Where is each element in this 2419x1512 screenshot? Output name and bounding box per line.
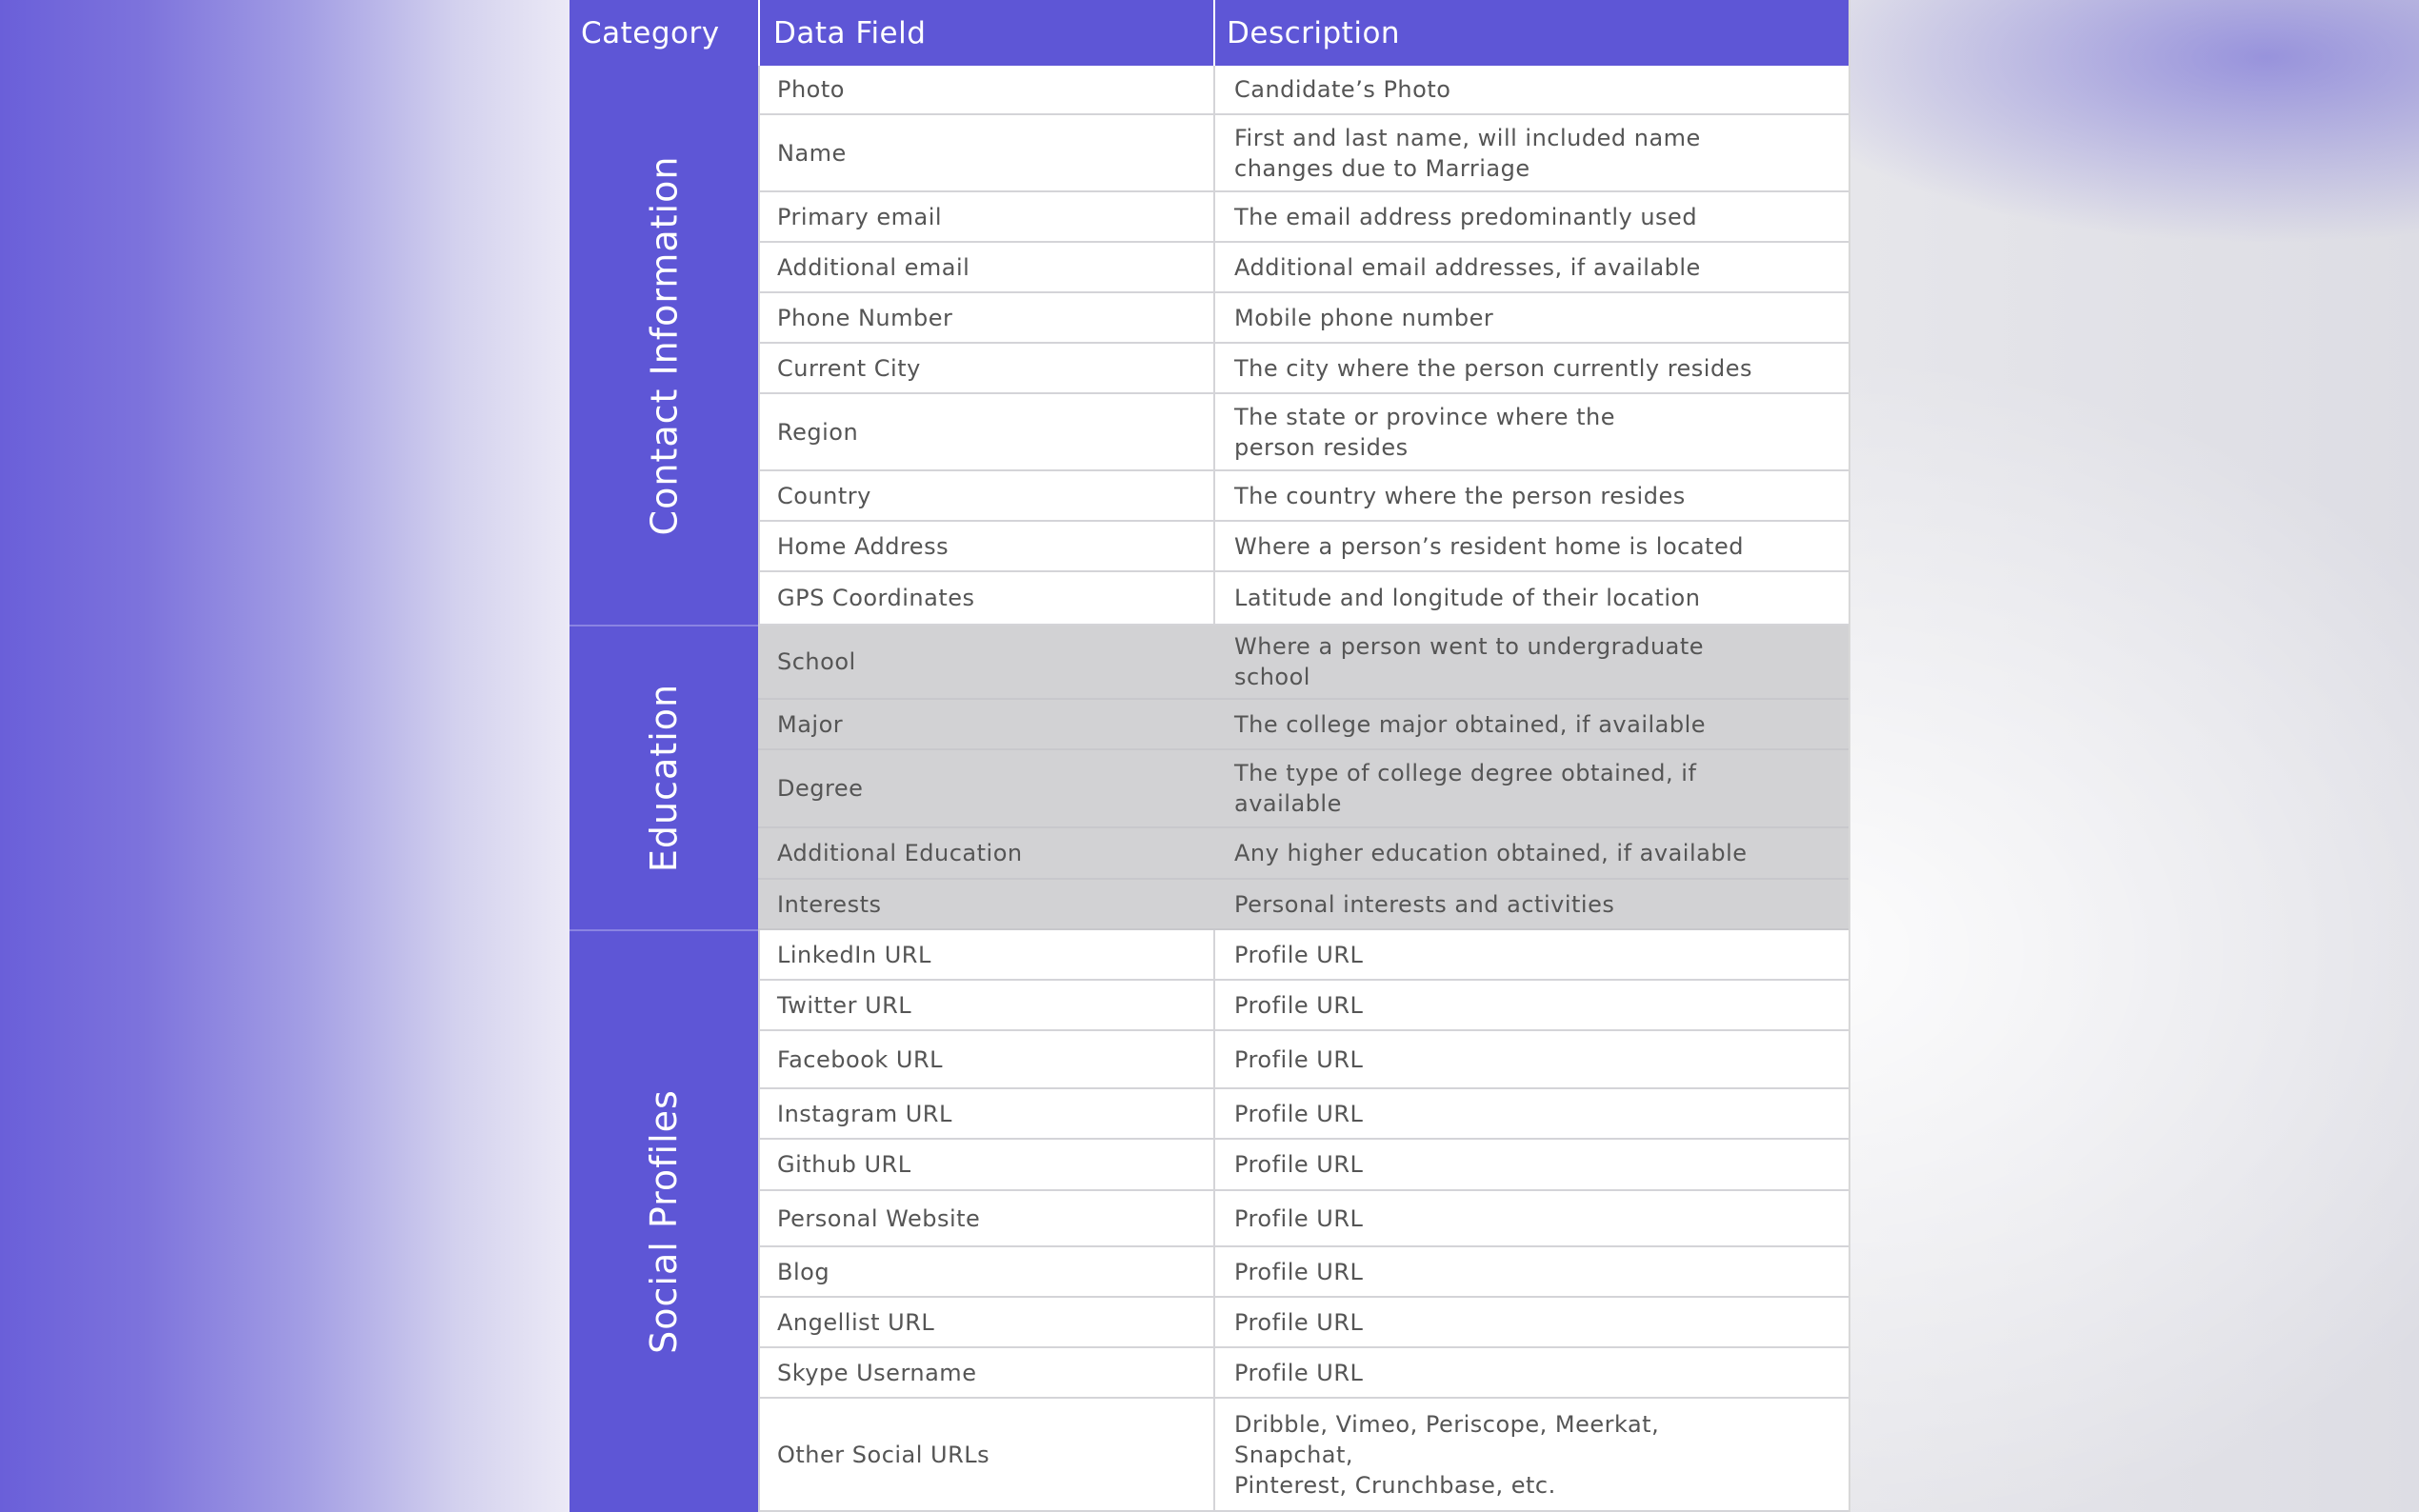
data-field-cell: Twitter URL <box>758 981 1213 1029</box>
data-field-cell: Major <box>758 700 1213 748</box>
table-row <box>758 394 1849 471</box>
description-cell: Profile URL <box>1213 1247 1849 1296</box>
table-row <box>758 471 1849 522</box>
category-label: Contact Information <box>643 155 686 536</box>
description-cell: Profile URL <box>1213 930 1849 979</box>
data-field-cell: Name <box>758 115 1213 190</box>
description-cell: Profile URL <box>1213 1031 1849 1087</box>
data-field-cell: School <box>758 626 1213 698</box>
header-data-field: Data Field <box>758 0 1213 66</box>
data-field-cell: Github URL <box>758 1140 1213 1189</box>
table-row <box>758 750 1849 828</box>
table-row <box>758 930 1849 981</box>
data-field-cell: Facebook URL <box>758 1031 1213 1087</box>
description-cell: Dribble, Vimeo, Periscope, Meerkat, Snapchat, Pinterest, Crunchbase, etc. <box>1213 1399 1849 1510</box>
data-field-cell: Region <box>758 394 1213 469</box>
description-cell: Where a person’s resident home is located <box>1213 522 1849 570</box>
data-field-cell: Photo <box>758 66 1213 113</box>
table-row <box>758 700 1849 750</box>
table-row <box>758 626 1849 700</box>
table-row <box>758 1247 1849 1298</box>
data-field-cell: Country <box>758 471 1213 520</box>
data-field-cell: Primary email <box>758 192 1213 241</box>
data-field-cell: Additional Education <box>758 828 1213 878</box>
description-cell: Profile URL <box>1213 1348 1849 1397</box>
data-field-cell: Additional email <box>758 243 1213 291</box>
description-cell: Where a person went to undergraduate school <box>1213 626 1849 698</box>
table-row <box>758 1191 1849 1247</box>
table-row <box>758 1399 1849 1512</box>
category-cell <box>570 66 758 626</box>
description-cell: The city where the person currently resides <box>1213 344 1849 392</box>
group-contact <box>570 66 1849 626</box>
table-header <box>570 0 1849 66</box>
table-row <box>758 1031 1849 1089</box>
data-field-cell: Phone Number <box>758 293 1213 342</box>
data-field-cell: LinkedIn URL <box>758 930 1213 979</box>
description-cell: The state or province where the person resides <box>1213 394 1849 469</box>
data-field-cell: Other Social URLs <box>758 1399 1213 1510</box>
category-cell <box>570 930 758 1512</box>
description-cell: Mobile phone number <box>1213 293 1849 342</box>
data-field-cell: Skype Username <box>758 1348 1213 1397</box>
data-field-cell: Angellist URL <box>758 1298 1213 1346</box>
group-social <box>570 930 1849 1512</box>
table-row <box>758 880 1849 930</box>
description-cell: Any higher education obtained, if available <box>1213 828 1849 878</box>
description-cell: The country where the person resides <box>1213 471 1849 520</box>
table-row <box>758 66 1849 115</box>
table-row <box>758 522 1849 572</box>
description-cell: Additional email addresses, if available <box>1213 243 1849 291</box>
category-divider <box>570 929 758 931</box>
category-cell <box>570 626 758 930</box>
table-row <box>758 1348 1849 1399</box>
category-label: Social Profiles <box>643 1088 686 1354</box>
category-divider <box>570 625 758 627</box>
table-row <box>758 1298 1849 1348</box>
header-category: Category <box>581 15 720 50</box>
description-cell: The type of college degree obtained, if available <box>1213 750 1849 826</box>
table-row <box>758 828 1849 880</box>
category-label: Education <box>643 683 685 873</box>
table-row <box>758 1140 1849 1191</box>
data-fields-table <box>570 0 1850 1512</box>
description-cell: The email address predominantly used <box>1213 192 1849 241</box>
table-row <box>758 1089 1849 1140</box>
header-description: Description <box>1213 0 1849 66</box>
description-cell: Personal interests and activities <box>1213 880 1849 928</box>
table-row <box>758 293 1849 344</box>
data-field-cell: Interests <box>758 880 1213 928</box>
table-row <box>758 981 1849 1031</box>
data-field-cell: Instagram URL <box>758 1089 1213 1138</box>
table-row <box>758 572 1849 626</box>
description-cell: Profile URL <box>1213 1191 1849 1245</box>
table-row <box>758 243 1849 293</box>
table-row <box>758 192 1849 243</box>
description-cell: The college major obtained, if available <box>1213 700 1849 748</box>
description-cell: Profile URL <box>1213 1140 1849 1189</box>
data-field-cell: Current City <box>758 344 1213 392</box>
data-field-cell: Home Address <box>758 522 1213 570</box>
description-cell: Candidate’s Photo <box>1213 66 1849 113</box>
table-row <box>758 115 1849 192</box>
data-field-cell: Blog <box>758 1247 1213 1296</box>
data-field-cell: GPS Coordinates <box>758 572 1213 624</box>
data-field-cell: Degree <box>758 750 1213 826</box>
description-cell: Profile URL <box>1213 981 1849 1029</box>
description-cell: Profile URL <box>1213 1298 1849 1346</box>
data-field-cell: Personal Website <box>758 1191 1213 1245</box>
description-cell: Latitude and longitude of their location <box>1213 572 1849 624</box>
description-cell: First and last name, will included name changes due to Marriage <box>1213 115 1849 190</box>
description-cell: Profile URL <box>1213 1089 1849 1138</box>
group-edu <box>570 626 1849 930</box>
table-row <box>758 344 1849 394</box>
